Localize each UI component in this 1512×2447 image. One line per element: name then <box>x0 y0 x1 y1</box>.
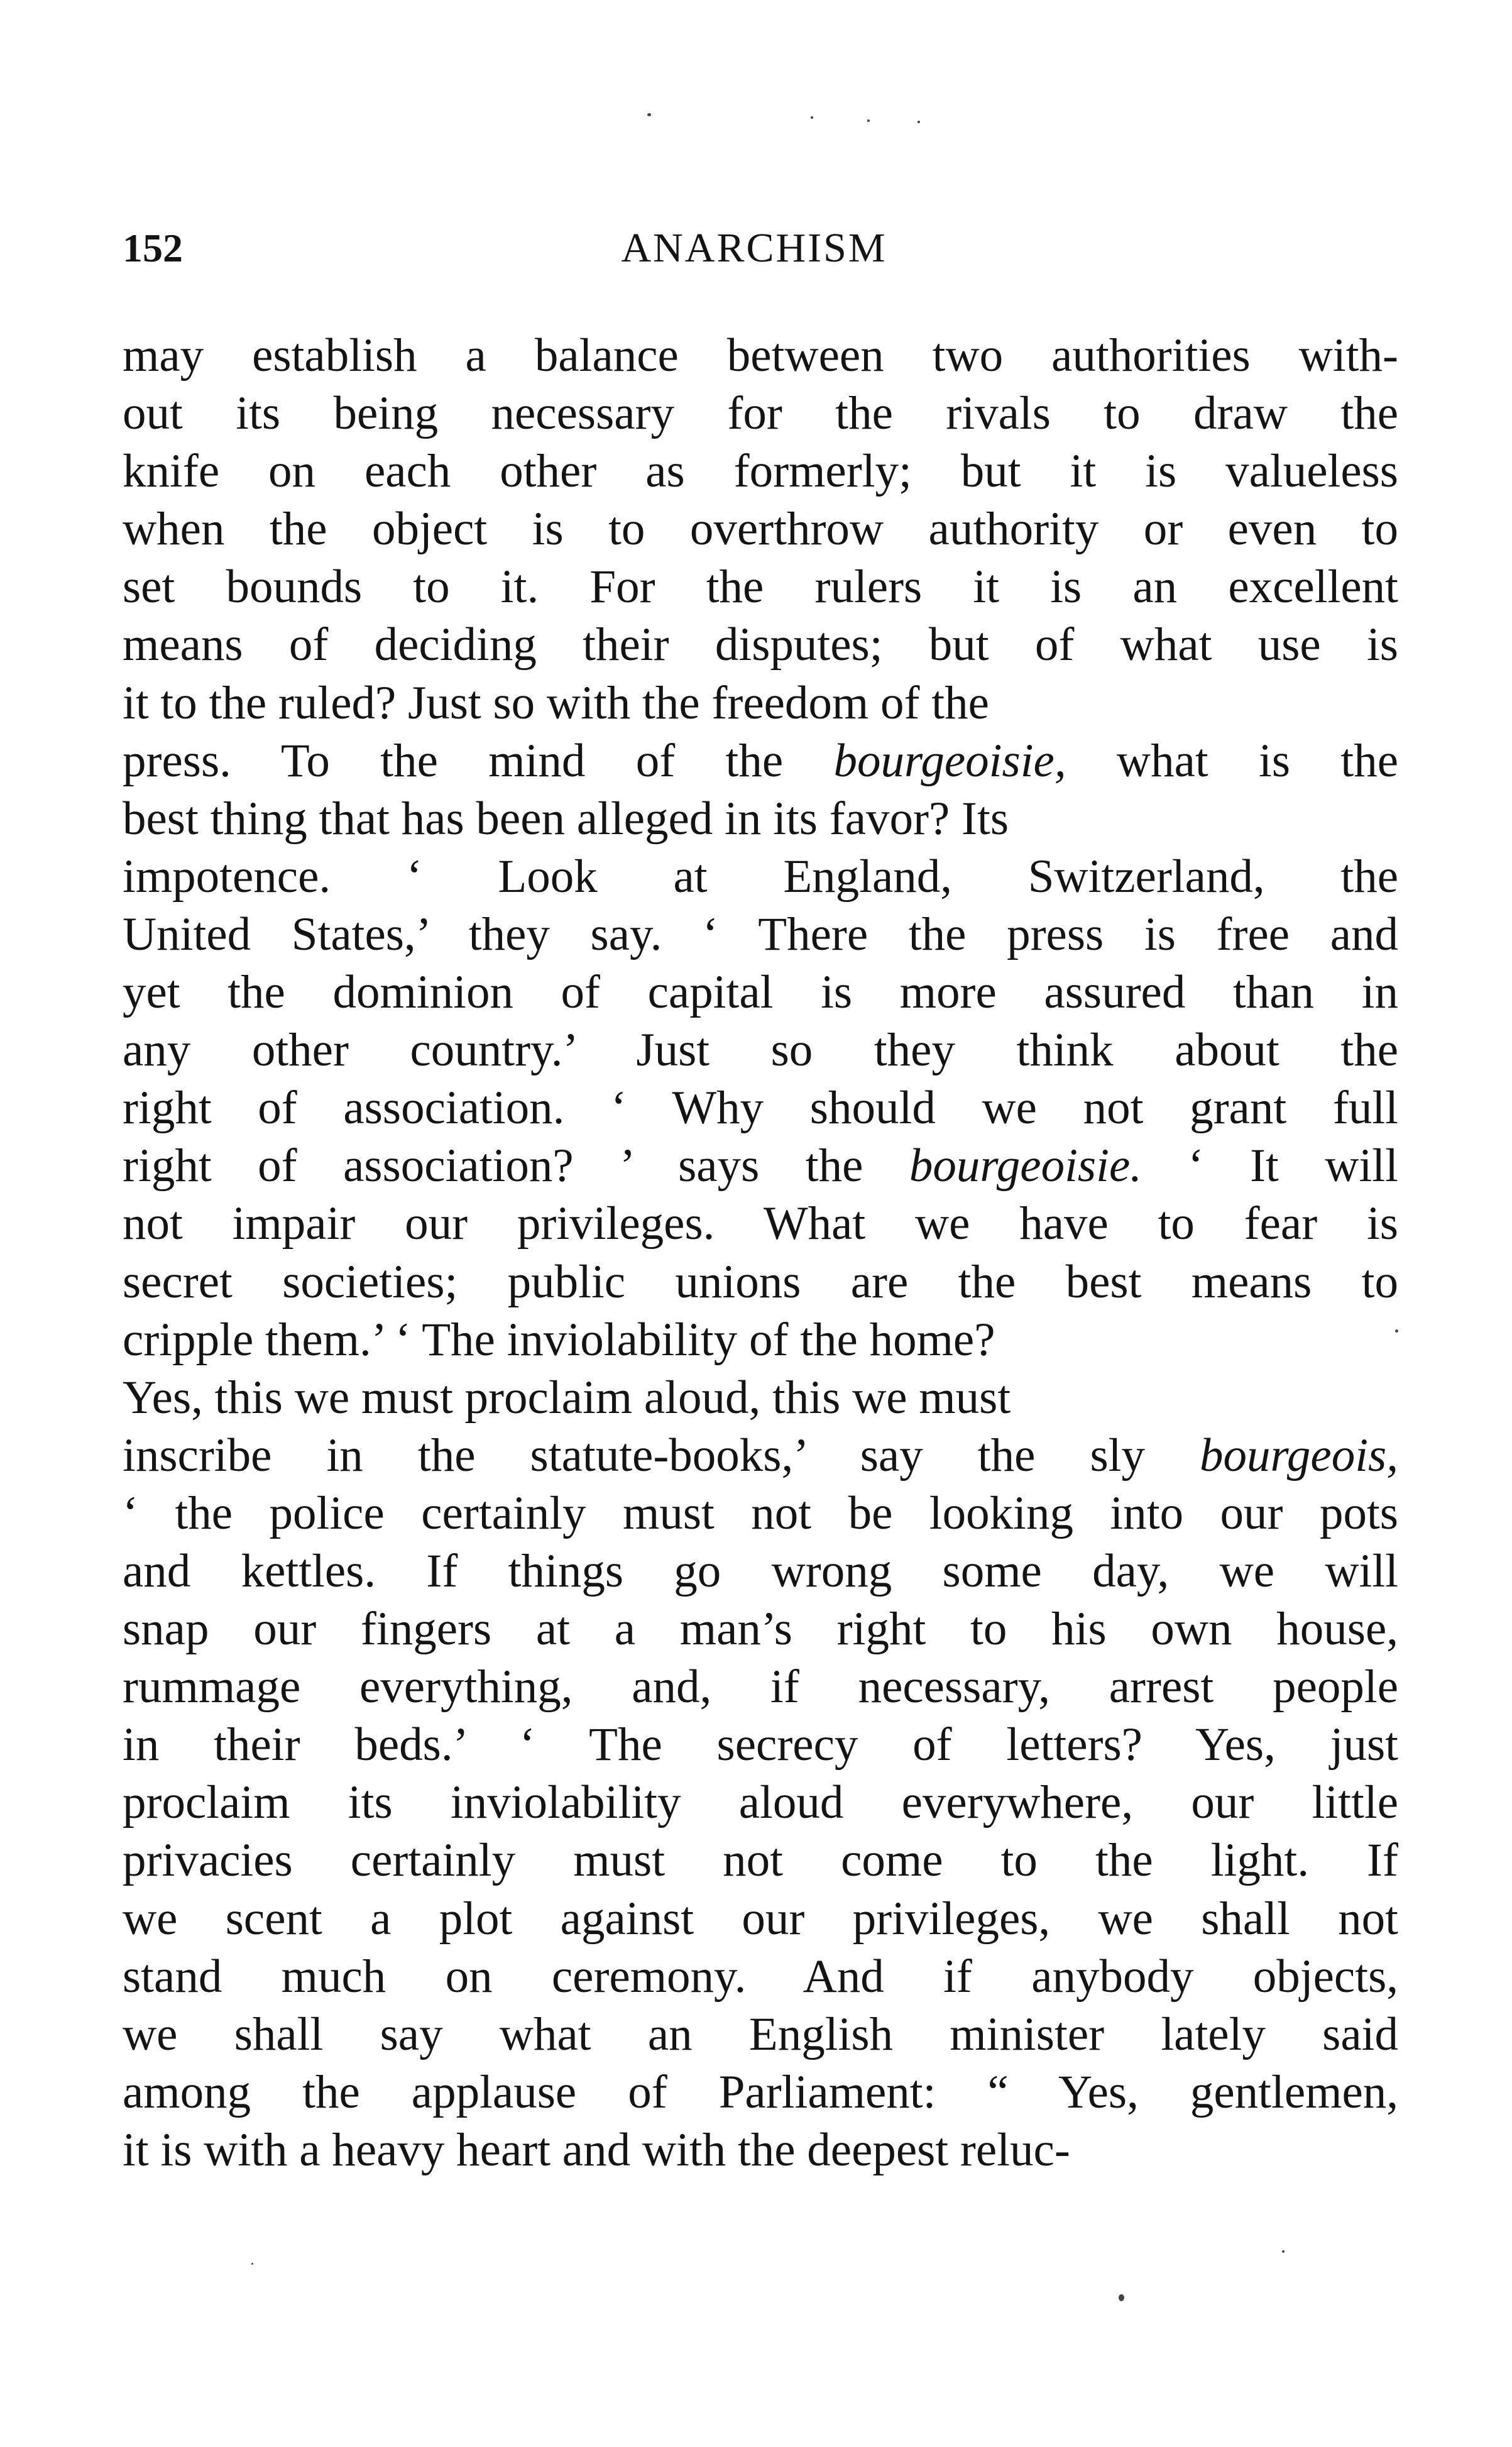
text-line <box>123 443 1398 500</box>
scan-speck <box>1282 2250 1285 2253</box>
text-segment: and kettles. If things go wrong some day, we will <box>123 1544 1398 1597</box>
text-line <box>123 906 1398 964</box>
text-segment: not impair our privileges. What we have to fear is <box>123 1197 1398 1250</box>
text-segment: we scent a plot against our privileges, we shall not <box>123 1892 1398 1945</box>
page-header <box>123 223 1386 273</box>
text-line <box>123 2064 1398 2121</box>
scan-speck <box>647 113 651 116</box>
text-segment: right of association? ’ says the <box>123 1140 909 1192</box>
text-segment: rummage everything, and, if necessary, arrest people <box>123 1661 1398 1713</box>
text-line <box>123 674 1398 732</box>
text-segment: cripple them.’ ‘ The inviolability of the home? <box>123 1313 995 1366</box>
text-segment: ‘ It will <box>1142 1140 1398 1192</box>
text-line <box>123 1369 1398 1427</box>
text-segment: when the object is to overthrow authority or even to <box>123 503 1398 556</box>
text-line <box>123 1658 1398 1716</box>
text-segment: what is the <box>1066 734 1398 787</box>
text-line <box>123 1253 1398 1311</box>
text-segment: set bounds to it. For the rulers it is an excellent <box>123 561 1398 613</box>
text-line <box>123 2121 1398 2179</box>
text-segment: privacies certainly must not come to the light. If <box>123 1834 1398 1887</box>
text-line <box>123 1427 1398 1485</box>
text-segment: stand much on ceremony. And if anybody objects, <box>123 1950 1398 2003</box>
text-segment: in their beds.’ ‘ The secrecy of letters? Yes, just <box>123 1718 1398 1771</box>
text-line <box>123 732 1398 790</box>
scan-speck <box>811 116 813 119</box>
text-line <box>123 1890 1398 1948</box>
text-line <box>123 1021 1398 1079</box>
scan-speck <box>1395 1329 1398 1333</box>
text-line <box>123 1137 1398 1195</box>
text-segment: proclaim its inviolability aloud everywhere, our little <box>123 1776 1398 1829</box>
text-line <box>123 500 1398 558</box>
text-segment: any other country.’ Just so they think about the <box>123 1024 1398 1077</box>
italic-phrase: bourgeois, <box>1200 1429 1398 1482</box>
text-segment: it is with a heavy heart and with the deepest reluc- <box>123 2123 1070 2176</box>
text-line <box>123 848 1398 906</box>
text-line <box>123 1195 1398 1253</box>
text-segment: inscribe in the statute-books,’ say the sly <box>123 1429 1200 1482</box>
text-segment: may establish a balance between two authorities with- <box>123 329 1398 382</box>
text-segment: among the applause of Parliament: “ Yes, gentlemen, <box>123 2065 1398 2118</box>
text-segment: Yes, this we must proclaim aloud, this we must <box>123 1371 1011 1424</box>
text-line <box>123 1948 1398 2006</box>
text-line <box>123 1311 1398 1369</box>
text-segment: out its being necessary for the rivals to draw the <box>123 387 1398 440</box>
body-text <box>123 327 1398 2179</box>
scan-speck <box>867 119 870 122</box>
text-line <box>123 327 1398 385</box>
text-segment: secret societies; public unions are the best means to <box>123 1255 1398 1308</box>
text-segment: impotence. ‘ Look at England, Switzerland, the <box>123 850 1398 903</box>
text-segment: best thing that has been alleged in its favor? Its <box>123 792 1009 845</box>
text-line <box>123 558 1398 616</box>
text-line <box>123 964 1398 1021</box>
text-line <box>123 1600 1398 1658</box>
text-segment: knife on each other as formerly; but it is valueless <box>123 445 1398 498</box>
text-segment: ‘ the police certainly must not be looking into our pots <box>123 1487 1398 1539</box>
running-head: ANARCHISM <box>621 225 887 271</box>
text-segment: yet the dominion of capital is more assured than in <box>123 966 1398 1019</box>
text-segment: we shall say what an English minister lately said <box>123 2008 1398 2060</box>
text-line <box>123 2006 1398 2064</box>
text-line <box>123 385 1398 443</box>
page-number: 152 <box>123 226 183 270</box>
text-segment: right of association. ‘ Why should we not grant full <box>123 1082 1398 1135</box>
text-line <box>123 1485 1398 1542</box>
text-line <box>123 1774 1398 1832</box>
text-line <box>123 1832 1398 1889</box>
italic-phrase: bourgeoisie, <box>833 734 1066 787</box>
text-line <box>123 790 1398 848</box>
text-segment: snap our fingers at a man’s right to his own house, <box>123 1603 1398 1656</box>
text-segment: press. To the mind of the <box>123 734 834 787</box>
text-line <box>123 1542 1398 1600</box>
text-line <box>123 1716 1398 1774</box>
scan-speck <box>918 121 920 123</box>
text-segment: it to the ruled? Just so with the freedom of the <box>123 676 989 729</box>
text-segment: United States,’ they say. ‘ There the press is free and <box>123 908 1398 960</box>
scan-speck <box>251 2263 253 2265</box>
scan-speck <box>1119 2294 1124 2301</box>
italic-phrase: bourgeoisie. <box>909 1140 1142 1192</box>
text-segment: means of deciding their disputes; but of what use is <box>123 619 1398 671</box>
text-line <box>123 1079 1398 1137</box>
text-line <box>123 616 1398 674</box>
